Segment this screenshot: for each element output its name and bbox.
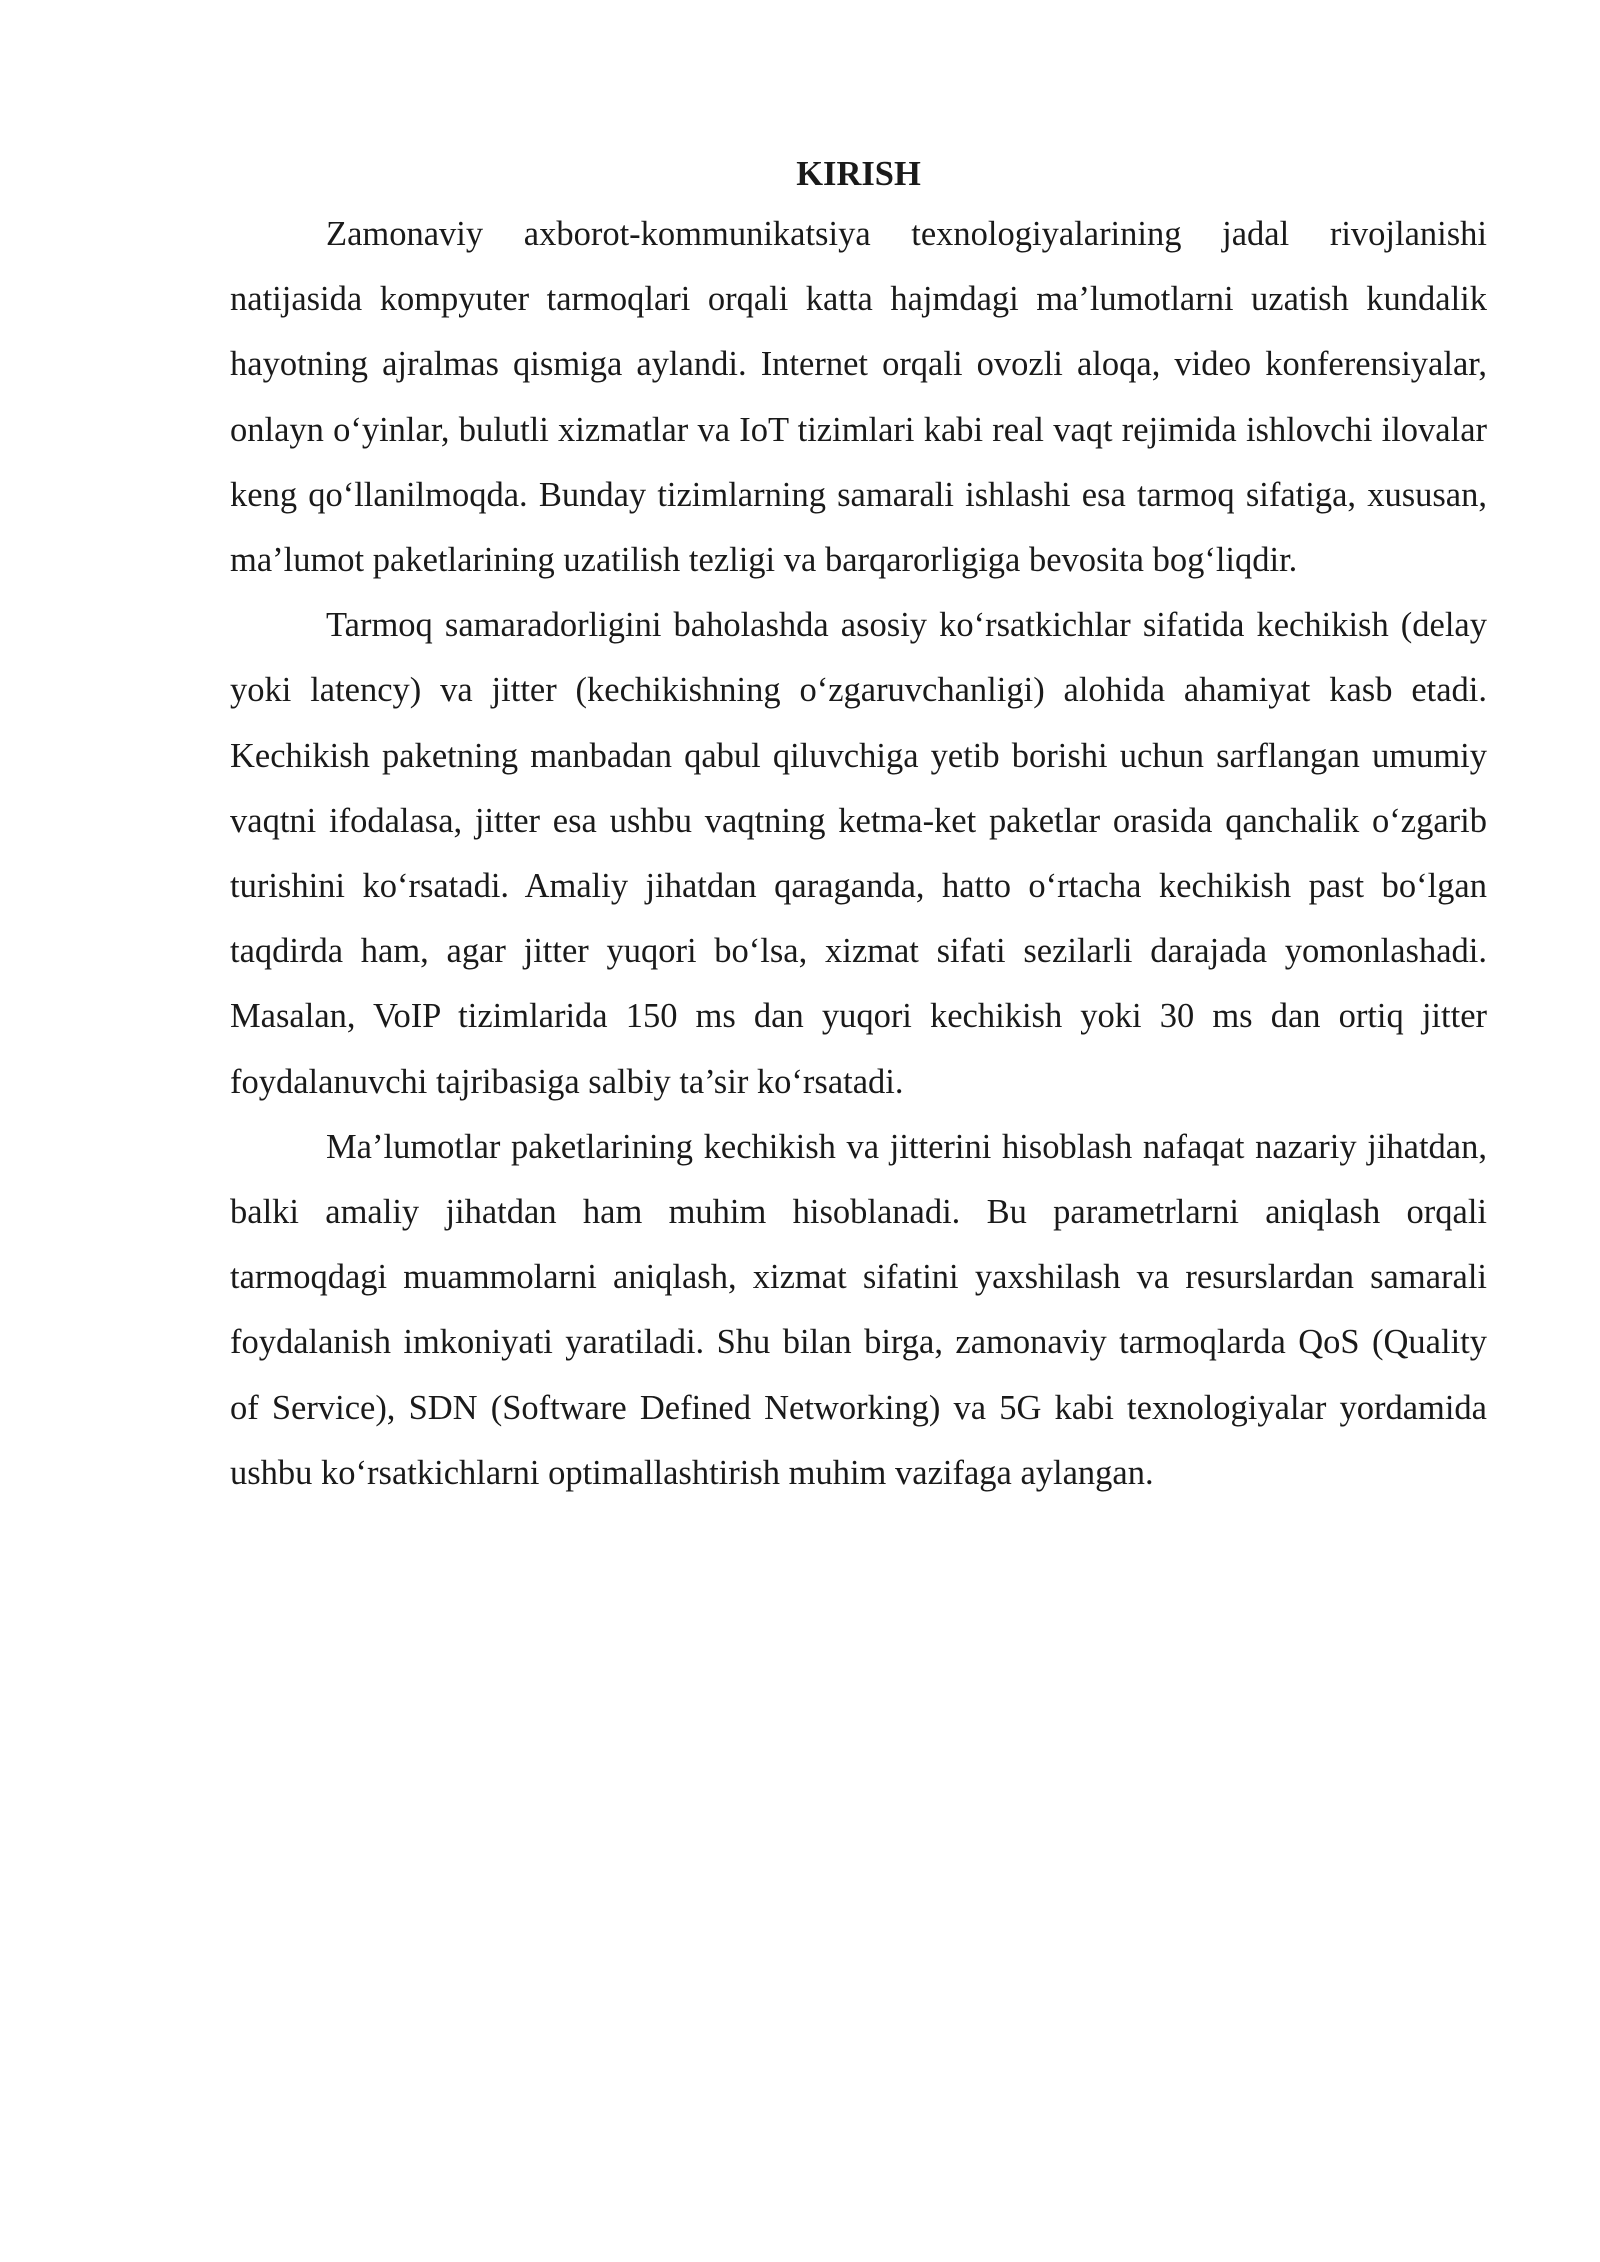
section-heading: KIRISH (796, 155, 921, 193)
paragraph-1: Zamonaviy axborot-kommunikatsiya texnologiyalarining jadal rivojlanishi natijasida kompyuter tarmoqlari orqali katta hajmdagi ma’lumotlarni uzatish kundalik hayotning ajralmas qismiga aylandi. Internet orqali ovozli aloqa, video konferensiyalar, onlayn o‘yinlar, bulutli xizmatlar va IoT tizimlari kabi real vaqt rejimida ishlovchi ilovalar keng qo‘llanilmoqda. Bunday tizimlarning samarali ishlashi esa tarmoq sifatiga, xususan, ma’lumot paketlarining uzatilish tezligi va barqarorligiga bevosita bog‘liqdir. (230, 215, 1487, 580)
paragraph-3: Ma’lumotlar paketlarining kechikish va jitterini hisoblash nafaqat nazariy jihatdan, balki amaliy jihatdan ham muhim hisoblanadi. Bu parametrlarni aniqlash orqali tarmoqdagi muammolarni aniqlash, xizmat sifatini yaxshilash va resurslardan samarali foydalanish imkoniyati yaratiladi. Shu bilan birga, zamonaviy tarmoqlarda QoS (Quality of Service), SDN (Software Defined Networking) va 5G kabi texnologiyalar yordamida ushbu ko‘rsatkichlarni optimallashtirish muhim vazifaga aylangan. (230, 1127, 1487, 1492)
document-page (230, 150, 1487, 1506)
paragraph-2: Tarmoq samaradorligini baholashda asosiy ko‘rsatkichlar sifatida kechikish (delay yoki latency) va jitter (kechikishning o‘zgaruvchanligi) alohida ahamiyat kasb etadi. Kechikish paketning manbadan qabul qiluvchiga yetib borishi uchun sarflangan umumiy vaqtni ifodalasa, jitter esa ushbu vaqtning ketma-ket paketlar orasida qanchalik o‘zgarib turishini ko‘rsatadi. Amaliy jihatdan qaraganda, hatto o‘rtacha kechikish past bo‘lgan taqdirda ham, agar jitter yuqori bo‘lsa, xizmat sifati sezilarli darajada yomonlashadi. Masalan, VoIP tizimlarida 150 ms dan yuqori kechikish yoki 30 ms dan ortiq jitter foydalanuvchi tajribasiga salbiy ta’sir ko‘rsatadi. (230, 606, 1487, 1101)
